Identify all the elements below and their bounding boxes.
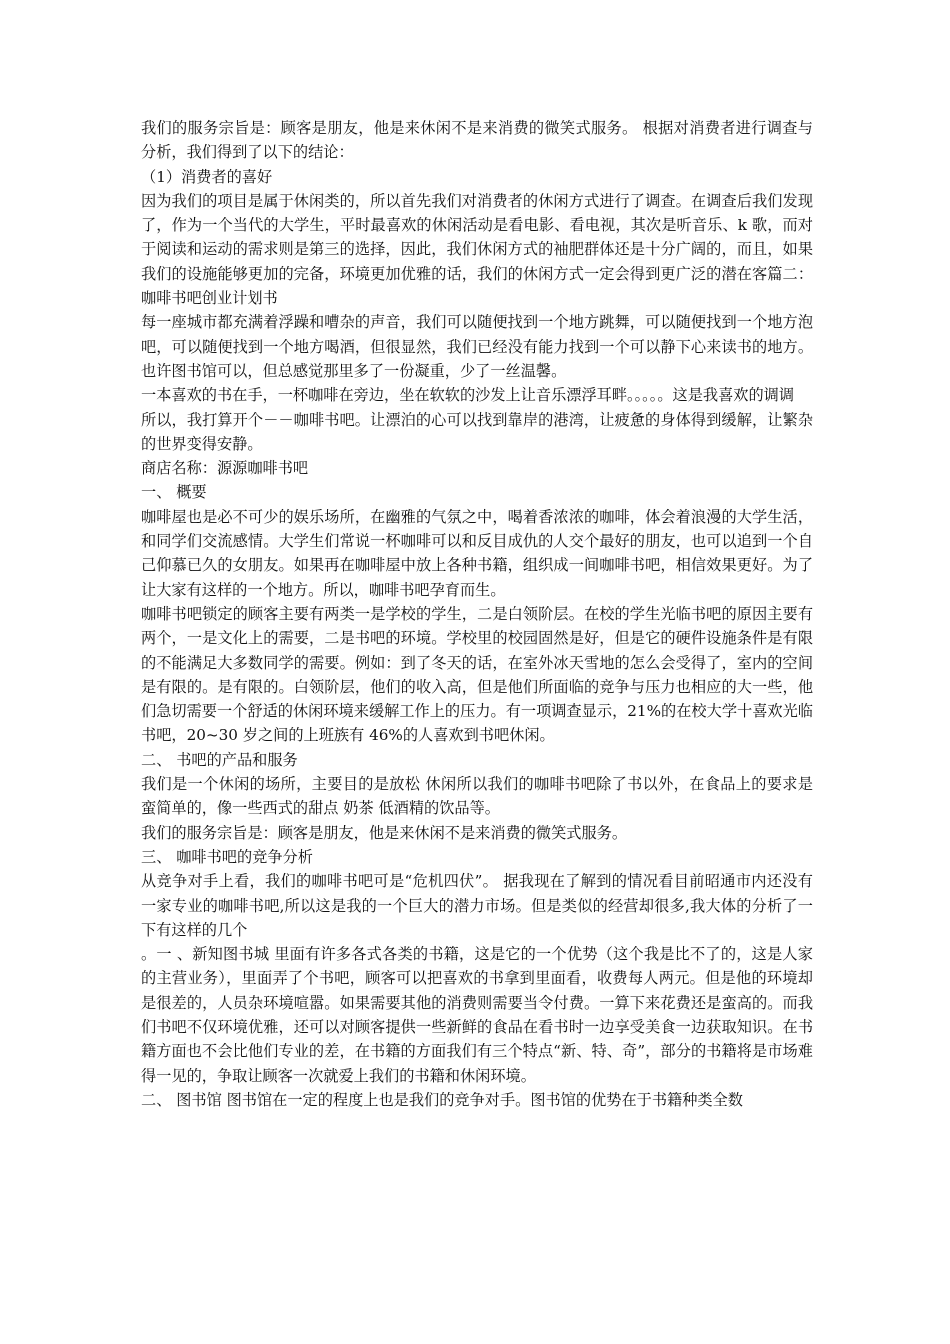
heading-consumer-preference: （1）消费者的喜好 — [141, 167, 273, 186]
heading-competition: 三、 咖啡书吧的竞争分析 — [141, 847, 313, 866]
paragraph-service-motto: 我们的服务宗旨是：顾客是朋友，他是来休闲不是来消费的微笑式服务。 — [141, 823, 627, 842]
paragraph-target-customers: 咖啡书吧锁定的顾客主要有两类一是学校的学生，二是白领阶层。在校的学生光临书吧的原因主要有两个，一是文化上的需要，二是书吧的环境。学校里的校园固然是好，但是它的硬件设施条件是有限的不能满足大多数同学的需要。例如：到了冬天的话，在室外冰天雪地的怎么会受得了，室内的空间是有限的。是有限的。白领阶层，他们的收入高，但是他们所面临的竞争与压力也相应的大一些，他们急切需要一个舒适的休闲环境来缓解工作上的压力。有一项调查显示，21%的在校大学十喜欢光临书吧，20~30 岁之间的上班族有 46%的人喜欢到书吧休闲。 — [141, 604, 813, 745]
paragraph-cafe-overview: 咖啡屋也是必不可少的娱乐场所，在幽雅的气氛之中，喝着香浓浓的咖啡，体会着浪漫的大学生活，和同学们交流感情。大学生们常说一杯咖啡可以和反目成仇的人交个最好的朋友，也可以追到一个自己仰慕已久的女朋友。如果再在咖啡屋中放上各种书籍，组织成一间咖啡书吧，相信效果更好。为了让大家有这样的一个地方。所以，咖啡书吧孕育而生。 — [141, 507, 813, 599]
heading-products-services: 二、 书吧的产品和服务 — [141, 750, 298, 769]
shop-name-line: 商店名称：源源咖啡书吧 — [141, 459, 309, 478]
document-body — [141, 116, 813, 1112]
paragraph-city-noise: 每一座城市都充满着浮躁和嘈杂的声音，我们可以随便找到一个地方跳舞，可以随便找到一个地方泡吧，可以随便找到一个地方喝酒，但很显然，我们已经没有能力找到一个可以静下心来读书的地方。也许图书馆可以，但总感觉那里多了一份凝重，少了一丝温馨。 — [141, 313, 813, 380]
paragraph-xinzhi-bookstore: 。一 、新知图书城 里面有许多各式各类的书籍，这是它的一个优势（这个我是比不了的，这是人家的主营业务），里面弄了个书吧，顾客可以把喜欢的书拿到里面看，收费每人两元。但是他的环境却是很差的，人员杂环境喧嚣。如果需要其他的消费则需要当令付费。一算下来花费还是蛮高的。而我们书吧不仅环境优雅，还可以对顾客提供一些新鲜的食品在看书时一边享受美食一边获取知识。在书籍方面也不会比他们专业的差，在书籍的方面我们有三个特点“新、特、奇”，部分的书籍将是市场难得一见的，争取让顾客一次就爱上我们的书籍和休闲环境。 — [141, 945, 813, 1085]
paragraph-service-intro: 我们的服务宗旨是：顾客是朋友，他是来休闲不是来消费的微笑式服务。 根据对消费者进行调查与分析，我们得到了以下的结论： — [141, 119, 813, 162]
paragraph-competition-intro: 从竞争对手上看，我们的咖啡书吧可是“危机四伏”。 据我现在了解到的情况看目前昭通市内还没有一家专业的咖啡书吧,所以这是我的一个巨大的潜力市场。但是类似的经营却很多,我大体的分析了一下有这样的几个 — [141, 872, 813, 939]
paragraph-leisure-survey: 因为我们的项目是属于休闲类的，所以首先我们对消费者的休闲方式进行了调查。在调查后我们发现了，作为一个当代的大学生，平时最喜欢的休闲活动是看电影、看电视，其次是听音乐、k 歌，而对于阅读和运动的需求则是第三的选择，因此，我们休闲方式的袖肥群体还是十分广阔的，而且，如果我们的设施能够更加的完备，环境更加优雅的话，我们的休闲方式一定会得到更广泛的潜在客篇二：咖啡书吧创业计划书 — [141, 191, 813, 308]
paragraph-products: 我们是一个休闲的场所，主要目的是放松 休闲所以我们的咖啡书吧除了书以外，在食品上的要求是蛮简单的，像一些西式的甜点 奶茶 低酒精的饮品等。 — [141, 775, 813, 818]
paragraph-library: 二、 图书馆 图书馆在一定的程度上也是我们的竞争对手。图书馆的优势在于书籍种类全数 — [141, 1090, 743, 1109]
paragraph-book-coffee: 一本喜欢的书在手，一杯咖啡在旁边，坐在软软的沙发上让音乐漂浮耳畔。。。。。这是我喜欢的调调 — [141, 386, 795, 405]
paragraph-open-bar: 所以，我打算开个－－咖啡书吧。让漂泊的心可以找到靠岸的港湾，让疲惫的身体得到缓解，让繁杂的世界变得安静。 — [141, 410, 813, 453]
heading-overview: 一、 概要 — [141, 483, 207, 502]
